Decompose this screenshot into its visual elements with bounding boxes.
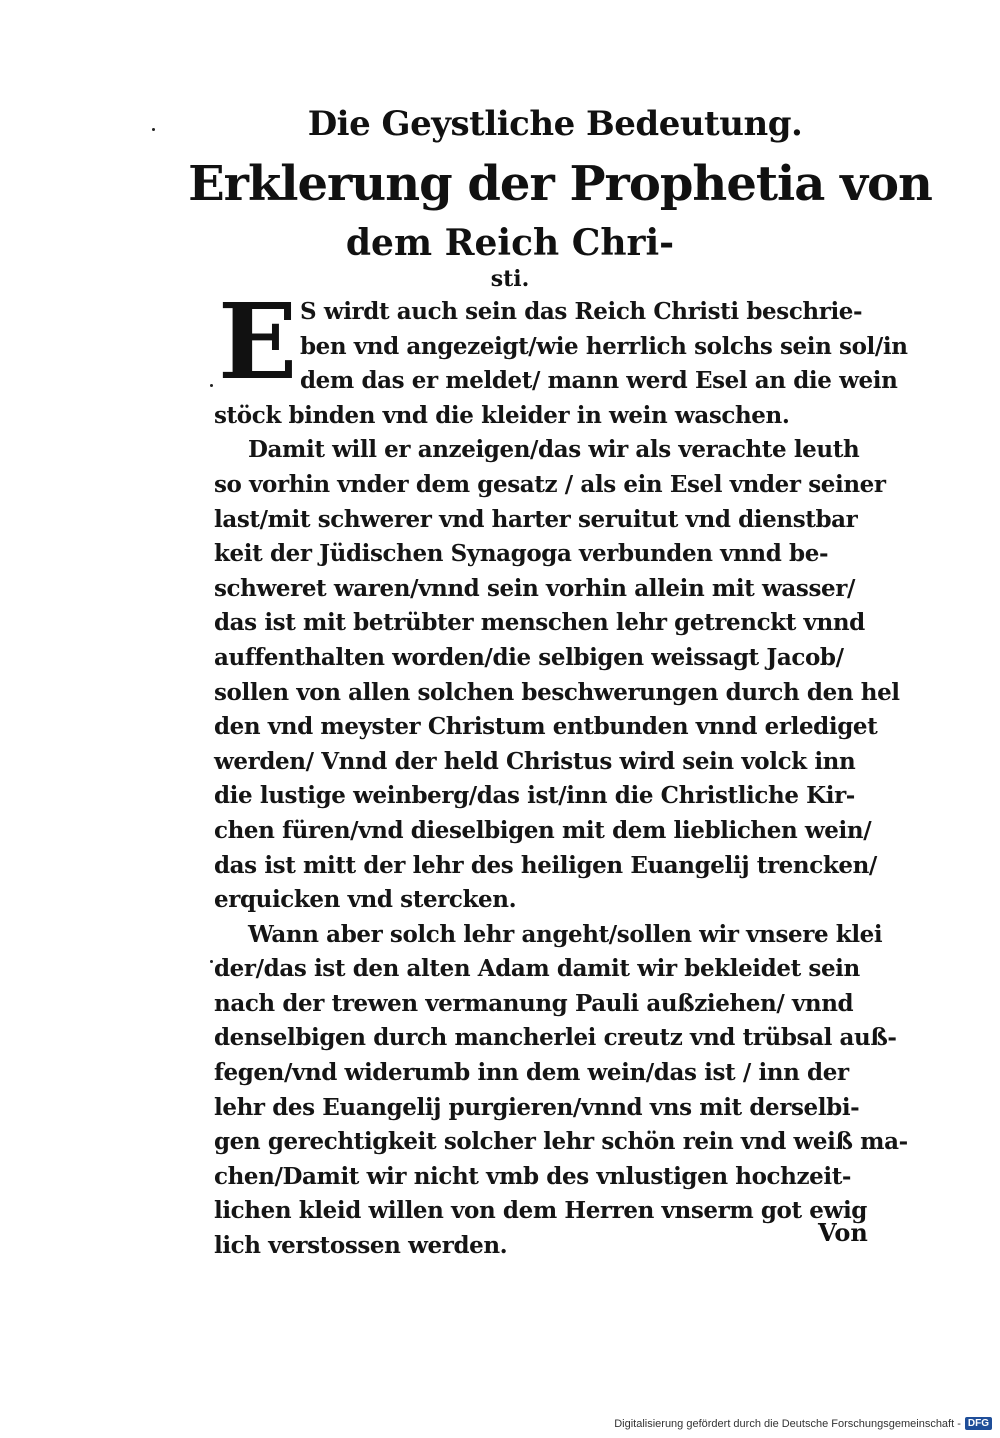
text-line: die lustige weinberg/das ist/inn die Christliche Kir-	[214, 782, 855, 810]
chapter-title-line-1: Erklerung der Prophetia von	[188, 156, 932, 212]
chapter-title-line-2: dem Reich Chri-	[345, 222, 675, 264]
text-line: Damit will er anzeigen/das wir als verachte leuth	[248, 436, 860, 464]
text-line: der/das ist den alten Adam damit wir bekleidet sein	[214, 955, 860, 983]
scan-speck	[210, 384, 213, 387]
scan-speck	[210, 960, 213, 963]
text-line: auffenthalten worden/die selbigen weissagt Jacob/	[214, 643, 844, 671]
text-line: S wirdt auch sein das Reich Christi beschrie-	[300, 298, 863, 325]
text-line: erquicken vnd stercken.	[214, 886, 517, 914]
text-line: so vorhin vnder dem gesatz / als ein Esel vnder seiner	[214, 470, 886, 498]
text-line: ben vnd angezeigt/wie herrlich solchs sein sol/in	[300, 332, 908, 360]
text-line: den vnd meyster Christum entbunden vnnd erlediget	[214, 713, 878, 741]
chapter-title-line-3: sti.	[490, 266, 530, 292]
text-line: chen füren/vnd dieselbigen mit dem lieblichen wein/	[214, 816, 872, 844]
digitization-credit	[614, 1417, 992, 1430]
text-line: das ist mit betrübter menschen lehr getrenckt vnnd	[214, 609, 865, 637]
dfg-logo-icon: DFG	[965, 1417, 992, 1430]
text-line: chen/Damit wir nicht vmb des vnlustigen hochzeit-	[214, 1162, 852, 1190]
text-line: stöck binden vnd die kleider in wein waschen.	[214, 401, 790, 429]
body-text	[214, 295, 914, 1264]
text-line: dem das er meldet/ mann werd Esel an die wein	[300, 367, 898, 395]
text-line: nach der trewen vermanung Pauli außziehen/ vnnd	[214, 989, 854, 1017]
text-line: keit der Jüdischen Synagoga verbunden vnnd be-	[214, 540, 829, 568]
text-line: sollen von allen solchen beschwerungen durch den hel	[214, 678, 900, 706]
text-line: das ist mitt der lehr des heiligen Euangelij trencken/	[214, 851, 877, 879]
drop-cap: E	[218, 280, 298, 403]
running-head: Die Geystliche Bedeutung.	[307, 104, 803, 144]
text-line: denselbigen durch mancherlei creutz vnd trübsal auß-	[214, 1024, 897, 1052]
credit-text: Digitalisierung gefördert durch die Deutsche Forschungsgemeinschaft -	[614, 1417, 961, 1430]
text-line: lichen kleid willen von dem Herren vnserm got ewig	[214, 1197, 867, 1225]
text-line: lehr des Euangelij purgieren/vnnd vns mit derselbi-	[214, 1093, 860, 1121]
text-line: last/mit schwerer vnd harter seruitut vnd dienstbar	[214, 505, 858, 533]
scan-speck	[152, 128, 155, 131]
text-line: werden/ Vnnd der held Christus wird sein volck inn	[214, 747, 856, 775]
text-line: fegen/vnd widerumb inn dem wein/das ist / inn der	[214, 1059, 849, 1087]
text-line: schweret waren/vnnd sein vorhin allein mit wasser/	[214, 574, 855, 602]
text-line: gen gerechtigkeit solcher lehr schön rein vnd weiß ma-	[214, 1128, 908, 1156]
text-line: Wann aber solch lehr angeht/sollen wir vnsere klei	[248, 920, 883, 948]
text-line: lich verstossen werden.	[214, 1232, 508, 1260]
catchword: Von	[818, 1218, 868, 1247]
